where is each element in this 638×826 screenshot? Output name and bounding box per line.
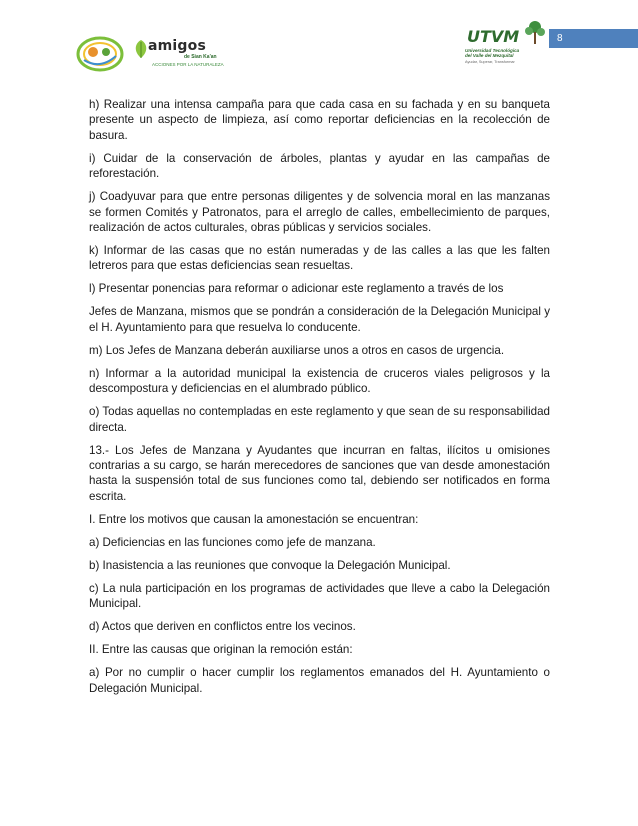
amigos-logo [132,38,236,70]
paragraph: a) Deficiencias en las funciones como jefe de manzana. [89,535,376,549]
paragraph: c) La nula participación en los programas de actividades que lleve a cabo la Delegación Municipal. [89,581,550,611]
paragraph: a) Por no cumplir o hacer cumplir los reglamentos emanados del H. Ayuntamiento o Delegación Municipal. [89,666,550,695]
utvm-emblem-icon [465,18,547,48]
amigos-logo-tagline: ACCIONES POR LA NATURALEZA [152,62,224,67]
page-header [0,0,638,85]
utvm-name-line1: Universidad Tecnológica [465,48,520,53]
page-number-badge [549,29,638,48]
paragraph: d) Actos que deriven en conflictos entre los vecinos. [89,620,356,634]
paragraph: m) Los Jefes de Manzana deberán auxiliarse unos a otros en casos de urgencia. [89,343,505,357]
paragraph: b) Inasistencia a las reuniones que convoque la Delegación Municipal. [89,558,451,572]
paragraph: l) Presentar ponencias para reformar o adicionar este reglamento a través de los [89,282,504,296]
page-number: 8 [557,33,563,44]
paragraph: k) Informar de las casas que no están numeradas y de las calles a las que les falten letreros para que estas deficiencias sean resueltas. [89,244,550,273]
utvm-motto: Ayudar, Superar, Transformar [465,60,515,64]
gen-logo [76,34,124,74]
paragraph: I. Entre los motivos que causan la amonestación se encuentran: [89,512,419,526]
utvm-logo [465,18,547,68]
paragraph: Jefes de Manzana, mismos que se pondrán a consideración de la Delegación Municipal y el H. Ayuntamiento para que resuelva lo conducente. [89,305,550,334]
amigos-logo-word: amigos [148,38,207,54]
svg-text:UTVM: UTVM [467,27,520,46]
utvm-name-line2: del Valle del Mezquital [465,53,514,59]
paragraph: n) Informar a la autoridad municipal la existencia de cruceros viales peligrosos y la descompostura y deficiencias en el alumbrado público. [89,366,550,396]
gen-logo-icon [76,34,124,74]
paragraph: i) Cuidar de la conservación de árboles, plantas y ayudar en las campañas de reforestación. [89,151,550,181]
paragraph: j) Coadyuvar para que entre personas diligentes y de solvencia moral en las manzanas se formen Comités y Patronatos, para el arreglo de calles, embellecimiento de parques, realización de actos culturales, obras públicas y servicios sociales. [89,190,550,235]
amigos-logo-subtitle: de Sian Ka'an [184,54,217,60]
paragraph: h) Realizar una intensa campaña para que cada casa en su fachada y en su banqueta presente un aspecto de limpieza, así como reportar deficiencias en la recolección de basura. [89,98,550,142]
paragraph: 13.- Los Jefes de Manzana y Ayudantes que incurran en faltas, ilícitos u omisiones contrarias a su cargo, se harán merecedores de sanciones que van desde amonestación hasta la suspensión total de sus funciones como tal, debiendo ser notificados en forma escrita. [89,443,550,503]
document-body [89,97,550,704]
utvm-name [465,48,547,58]
paragraph: o) Todas aquellas no contempladas en este reglamento y que sean de su responsabilidad directa. [89,405,550,434]
paragraph: II. Entre las causas que originan la remoción están: [89,643,353,657]
